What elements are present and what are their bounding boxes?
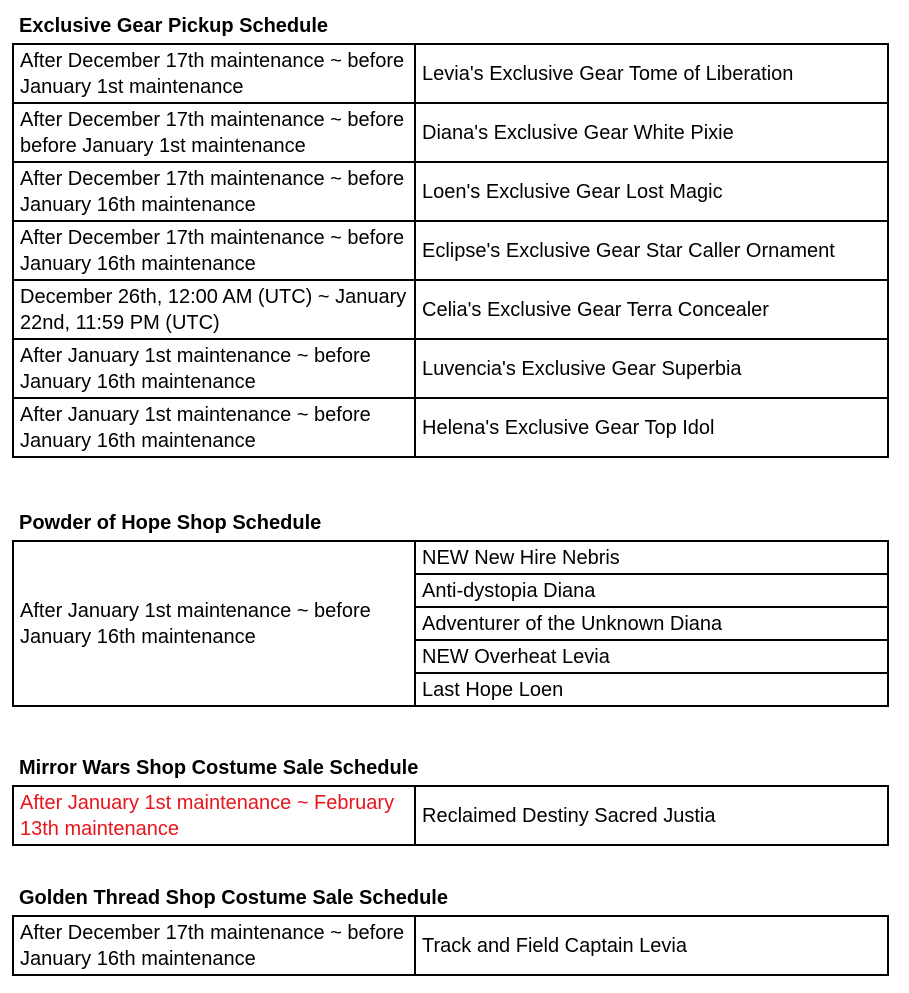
period-cell: After December 17th maintenance ~ before January 16th maintenance bbox=[13, 162, 415, 221]
item-cell: Luvencia's Exclusive Gear Superbia bbox=[415, 339, 888, 398]
item-cell: Loen's Exclusive Gear Lost Magic bbox=[415, 162, 888, 221]
item-cell: Last Hope Loen bbox=[415, 673, 888, 706]
table-row bbox=[13, 44, 888, 103]
table-row bbox=[13, 916, 888, 975]
mirror-wars-table bbox=[12, 785, 889, 846]
item-cell: Diana's Exclusive Gear White Pixie bbox=[415, 103, 888, 162]
powder-of-hope-table bbox=[12, 540, 889, 707]
section-title: Powder of Hope Shop Schedule bbox=[19, 512, 322, 534]
exclusive-gear-table bbox=[12, 43, 889, 458]
item-cell: Helena's Exclusive Gear Top Idol bbox=[415, 398, 888, 457]
table-row bbox=[13, 221, 888, 280]
period-cell: December 26th, 12:00 AM (UTC) ~ January 22nd, 11:59 PM (UTC) bbox=[13, 280, 415, 339]
period-cell: After January 1st maintenance ~ before January 16th maintenance bbox=[13, 339, 415, 398]
item-cell: NEW New Hire Nebris bbox=[415, 541, 888, 574]
item-cell: Reclaimed Destiny Sacred Justia bbox=[415, 786, 888, 845]
item-cell: Celia's Exclusive Gear Terra Concealer bbox=[415, 280, 888, 339]
period-cell: After December 17th maintenance ~ before before January 1st maintenance bbox=[13, 103, 415, 162]
table-row bbox=[13, 339, 888, 398]
item-cell: Eclipse's Exclusive Gear Star Caller Ornament bbox=[415, 221, 888, 280]
table-row bbox=[13, 103, 888, 162]
period-cell: After December 17th maintenance ~ before January 16th maintenance bbox=[13, 221, 415, 280]
section-title: Golden Thread Shop Costume Sale Schedule bbox=[19, 887, 448, 909]
table-row bbox=[13, 280, 888, 339]
period-cell: After December 17th maintenance ~ before January 16th maintenance bbox=[13, 916, 415, 975]
table-row bbox=[13, 162, 888, 221]
golden-thread-table bbox=[12, 915, 889, 976]
table-row bbox=[13, 398, 888, 457]
period-cell: After January 1st maintenance ~ before January 16th maintenance bbox=[13, 541, 415, 706]
item-cell: Adventurer of the Unknown Diana bbox=[415, 607, 888, 640]
item-cell: Anti-dystopia Diana bbox=[415, 574, 888, 607]
item-cell: NEW Overheat Levia bbox=[415, 640, 888, 673]
section-title: Mirror Wars Shop Costume Sale Schedule bbox=[19, 757, 419, 779]
period-cell: After December 17th maintenance ~ before January 1st maintenance bbox=[13, 44, 415, 103]
item-cell: Track and Field Captain Levia bbox=[415, 916, 888, 975]
table-row bbox=[13, 786, 888, 845]
table-row bbox=[13, 541, 888, 574]
item-cell: Levia's Exclusive Gear Tome of Liberation bbox=[415, 44, 888, 103]
period-cell: After January 1st maintenance ~ February 13th maintenance bbox=[13, 786, 415, 845]
section-title: Exclusive Gear Pickup Schedule bbox=[19, 15, 329, 37]
period-cell: After January 1st maintenance ~ before January 16th maintenance bbox=[13, 398, 415, 457]
